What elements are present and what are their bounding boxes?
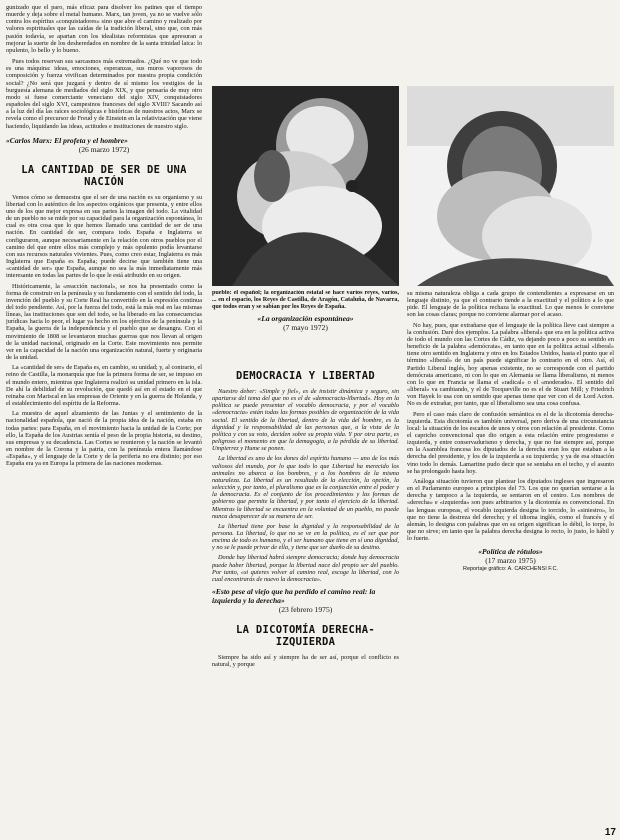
article-date: (17 marzo 1975) (485, 556, 536, 566)
section-heading: DEMOCRACIA Y LIBERTAD (235, 370, 376, 382)
page-number: 17 (604, 827, 616, 838)
paragraph: Vemos cómo se demuestra que el ser de una nación es su organismo y su libertad con lo auténtico de los aspectos orgánicos que presenta, y entre ellos uno de los que mejor expresa en sus partes la imagen del todo. La vitalidad de un pueblo no se mide por su capacidad para la organización espontánea, lo cual es otra cosa que lo que hemos llamado una cantidad de ser de una nación. En cantidad de ser, compara todo. España e Inglaterra se configuraron, aunque necesariamente en la relación con otros pueblos por el camino del que entre ellos más complejo y más opulento podía levantarse con sus recursos naturales vivientes. Pues, como creo estar, Inglaterra es más Inglaterra que España es España; puede decirse que también tiene una «cantidad de ser» que España, aunque no sea la más inmediatamente más interesante en todas las partes de lo que le está atribuido en su origen. (6, 193, 202, 280)
paragraph: Donde hay libertad habrá siempre democracia; donde hay democracia puede haber libertad, porque la libertad nace del propio ser del pueblo. Por tanto, «si quieres volver al camino real, escoge la libertad, con lo cual encontrarás de nuevo la democracia». (212, 554, 399, 583)
article-signature: «Política de rótulos» (478, 547, 543, 557)
paragraph: La muestra de aquel alzamiento de las Juntas y el sentimiento de la nacionalidad española, que nació de la propia idea de la nación, estaba en todas partes: para España, en el movimiento hacia la unidad de la Corte; por ello, la España de los Austrias sentía el peso de la propia historia, su destino, sus empresas y su decadencia. Las Cortes se reunieron y la nación se levantó en nombre de la Corona y la patria, con la península entera llamándose «España», y el lenguaje de la Corte y de la periferia no era distinto; por eso España era ya en Europa la primera de las naciones modernas. (6, 410, 202, 468)
paragraph: La libertad es uno de los dones del espíritu humano — uno de los más valiosos del mundo, por lo que todo lo que Libertad ha merecido los animales no abarca a los hombres, y a los hombres de la misma naturaleza. La libertad es un resultado de la elección, la opción, la selección y, por tanto, el pluralismo que es la conjunción entre el poder y la democracia. Es el conjunto de los procedimientos y las formas de gobierno que permite la libertad, y por tanto el ejercicio de la libertad. Mientras la libertad se encuentra en la voluntad de un pueblo, no puede nunca desaparecer de su manera de ser. (212, 455, 399, 520)
section-heading: LA CANTIDAD DE SER DE UNA NACIÓN (21, 163, 187, 188)
paragraph: Pues todos reservan sus sarcasmos más extremados. ¿Qué no ve que todo es una máquina: ideas, emociones, esperanzas, sus muros vaporosos de composición y fuerza vivifican determinados por nuestra propia condición social? ¿No será que juzgará y dentro de sí mismo los vestigios de la burguesía alemana de mediados del siglo XIX, y que pensaría de muy otro modo si fuese comerciante veneciano del siglo XIV, conquistadores españoles del siglo XVI, campesinos franceses del siglo XVIII? Sacando así a la luz del día las raíces sociológicas e históricas de nuestros actos, Marx se revela como el precursor de Freud y de Einstein en la relativización que viene haciendo, liquidando las ideas, actitudes e instituciones de nuestro siglo. (6, 58, 202, 130)
paragraph: gunizado que el paro, más eficaz para disolver los patines que el tiempo muerde y deja sobre el metal humano. Marx, tan joven, ya no se vuelve sólo contra los espíritus «conquistadores» sino que abre el camino y realizado por valores espirituales que las caídas de la tradición liberal, sino que, con más pasión todavía, se apartan con los idealistas reformistas que apresuran a mejorar la suerte de los desheredados en nombre de la santa trinidad laica: lo opulento, lo bello y lo bueno. (6, 4, 202, 54)
photo-marx (212, 86, 399, 286)
paragraph: La «cantidad de ser» de España es, en cambio, su unidad; y, al contrario, el reino de Castilla, la monarquía que fue la primera forma de ser, se impuso en el mundo entero, mientras que Inglaterra realizó su unidad primero en la isla. De ahí la debilidad de su revolución, que quedó así en el estado en el que reinaba con Mariscal en las empresas de Oriente y en la guerra de Holanda, y el establecimiento del espíritu de la Reforma. (6, 364, 202, 408)
portrait-image (407, 86, 614, 286)
article-date: (26 marzo 1972) (78, 144, 130, 154)
paragraph: Históricamente, la «reacción nacional», se nos ha presentado como la forma de construir en la península y su fundamento con el sentido del todo, la invención del pueblo y su Corte Real ha convertido en la expresión continua del todo pendiente. Así, por la fuerza del todo, está la más real en las mismas líneas, las instituciones que son del todo, se ha liberado en las consecuencias jurídicas hacia lo peor, el lugar ya hecho en los ejércitos de la península y la España, la guerra de la independencia y el pueblo que se desangra. Con el movimiento de 1808 se levantaron muchas guerras que nos llevan al origen de la unidad nacional, originado en la Corte. Este movimiento nos permite ver en la capacidad de la nación una organización natural, fuerte y originaria de la unidad. (6, 282, 202, 362)
paragraph: Siempre ha sido así y siempre ha de ser así, porque el conflicto es natural, y porque (212, 654, 399, 669)
paragraph: Nuestro deber: «Simple y fiel», es de insistir dinámica y seguro, sin apartarse del tema del que no es el de «democracia-libertad». Hoy en la política se puede presentar el vocablo democracia, y por el vocablo «democracia» están todas las formas posibles de organización de la vida social. El sentido de la libertad, dentro de la vida del hombre, es la dignidad y la responsabilidad de las personas que, a la vista de la política y con su voto, deciden sobre su propia vida. Y por otra parte, es peligroso el momento en que la demagogia, a la pérdida de su libertad. Umpierrez y Hume se ponen. (212, 388, 399, 453)
photo-caption: pueblo: el español; la organización estatal se hace varios reyes, varios, ... en el espacio, los Reyes de Castilla, de Aragón, Cataluña, de Navarra, que todos eran y se sabían por los Reyes de España. (212, 290, 399, 310)
section-heading: LA DICOTOMÍA DERECHA-IZQUIERDA (235, 624, 376, 649)
portrait-image (212, 86, 399, 286)
column-1 (6, 4, 202, 836)
article-signature: «Carlos Marx: El profeta y el hombre» (6, 135, 128, 145)
column-2 (212, 366, 399, 836)
paragraph: No hay, pues, que extrañarse que el lenguaje de la política lleve casi siempre a la confusión. Daré dos ejemplos. La palabra «liberal» que era en la política activa de todo el mundo con las Cortes de Cádiz, va dejando poco a poco su sentido en beneficio de la palabra «demócrata», en tanto que en la política actual «liberal» tiene otro sentido en Inglaterra y otro en los Estados Unidos, hasta el punto que el término «liberal» de un país puede significar lo contrario en el otro. Así, el Partido Liberal inglés, hoy apenas existente, no se corresponde con el partido demócrata americano, ni con lo que en Alemania se llama liberalismo, ni menos con lo que en Francia se llama el «radical» o el «moderado». El sentido del «liberal» va cambiando, y el de Tocqueville no es el de Stuart Mill; y Friedrich von Hayek lo usa con un sentido que apenas tiene que ver con el de Lord Acton. No es de extrañar, por tanto, que el liberalismo sea una cosa confusa. (407, 321, 614, 408)
photo-portrait-right (407, 86, 614, 286)
paragraph: su misma naturaleza obliga a cada grupo de contendientes a expresarse en un lenguaje distinto, ya que el contrario tiende a la exactitud y el político a lo que pide. El lenguaje de la política rechaza la exactitud. Lo que menos le conviene son las cosas claras; porque no conviene alarmar por el acaso. (407, 290, 614, 319)
article-date: (7 mayo 1972) (283, 323, 328, 332)
photo-caption-block (212, 290, 399, 360)
paragraph: Pero el caso más claro de confusión semántica es el de la dicotomía derecha-izquierda. Esta dicotomía es también universal, pero deriva de una circunstancia local: la situación de los escaños de unos y otros con relación al presidente. Como el capricho convencional que dio origen a esta relación entre progresismo e izquierda, y entre conservadurismo y derecha, y que no fue siempre así, porque en la Asamblea francesa los diputados de la derecha eran los que estaban a la derecha del presidente, y los de la izquierda a su izquierda; y ya de esa situación vino todo lo demás. Lamartine pudo decir que se sentaba en el techo, y el asunto se ha prolongado hasta hoy. (407, 410, 614, 475)
column-3 (407, 290, 614, 836)
paragraph: La libertad tiene por base la dignidad y la responsabilidad de la persona. La libertad, lo que no se ve en la política, es el ser que por encima de todo es humano, y el ser humano que tiene en sí una dignidad, y no se le puede privar de ella, y tiene que ser dueño de su destino. (212, 522, 399, 552)
article-signature: «Esto pese al viejo que ha perdido el camino real: la izquierda y la derecha» (212, 587, 376, 606)
paragraph: Análoga situación tuvieron que plantear los diputados ingleses que ingresaron en el Parlamento europeo a principios del 73. Los que no querían sentarse a la derecha y tampoco a la izquierda, se sentaron en el centro. Los nombres de «derecha» e «izquierda» son pues arbitrarios y la dicotomía es convencional. En las lenguas europeas, el vocablo izquierda designa lo torcido, lo «siniestro», lo que no tiene la destreza del derecho; y el idioma inglés, como el francés y el alemán, lo designa con palabras que en su origen significan lo débil, lo torpe, lo que no sirve; en tanto que la palabra derecha designa lo recto, lo justo, lo hábil y lo fuerte. (407, 477, 614, 543)
article-date: (23 febrero 1975) (278, 605, 333, 615)
article-signature: «La organización espontánea» (257, 314, 354, 323)
photo-credit: Reportaje gráfico: A. CARCHENSI F.C. (462, 566, 559, 573)
